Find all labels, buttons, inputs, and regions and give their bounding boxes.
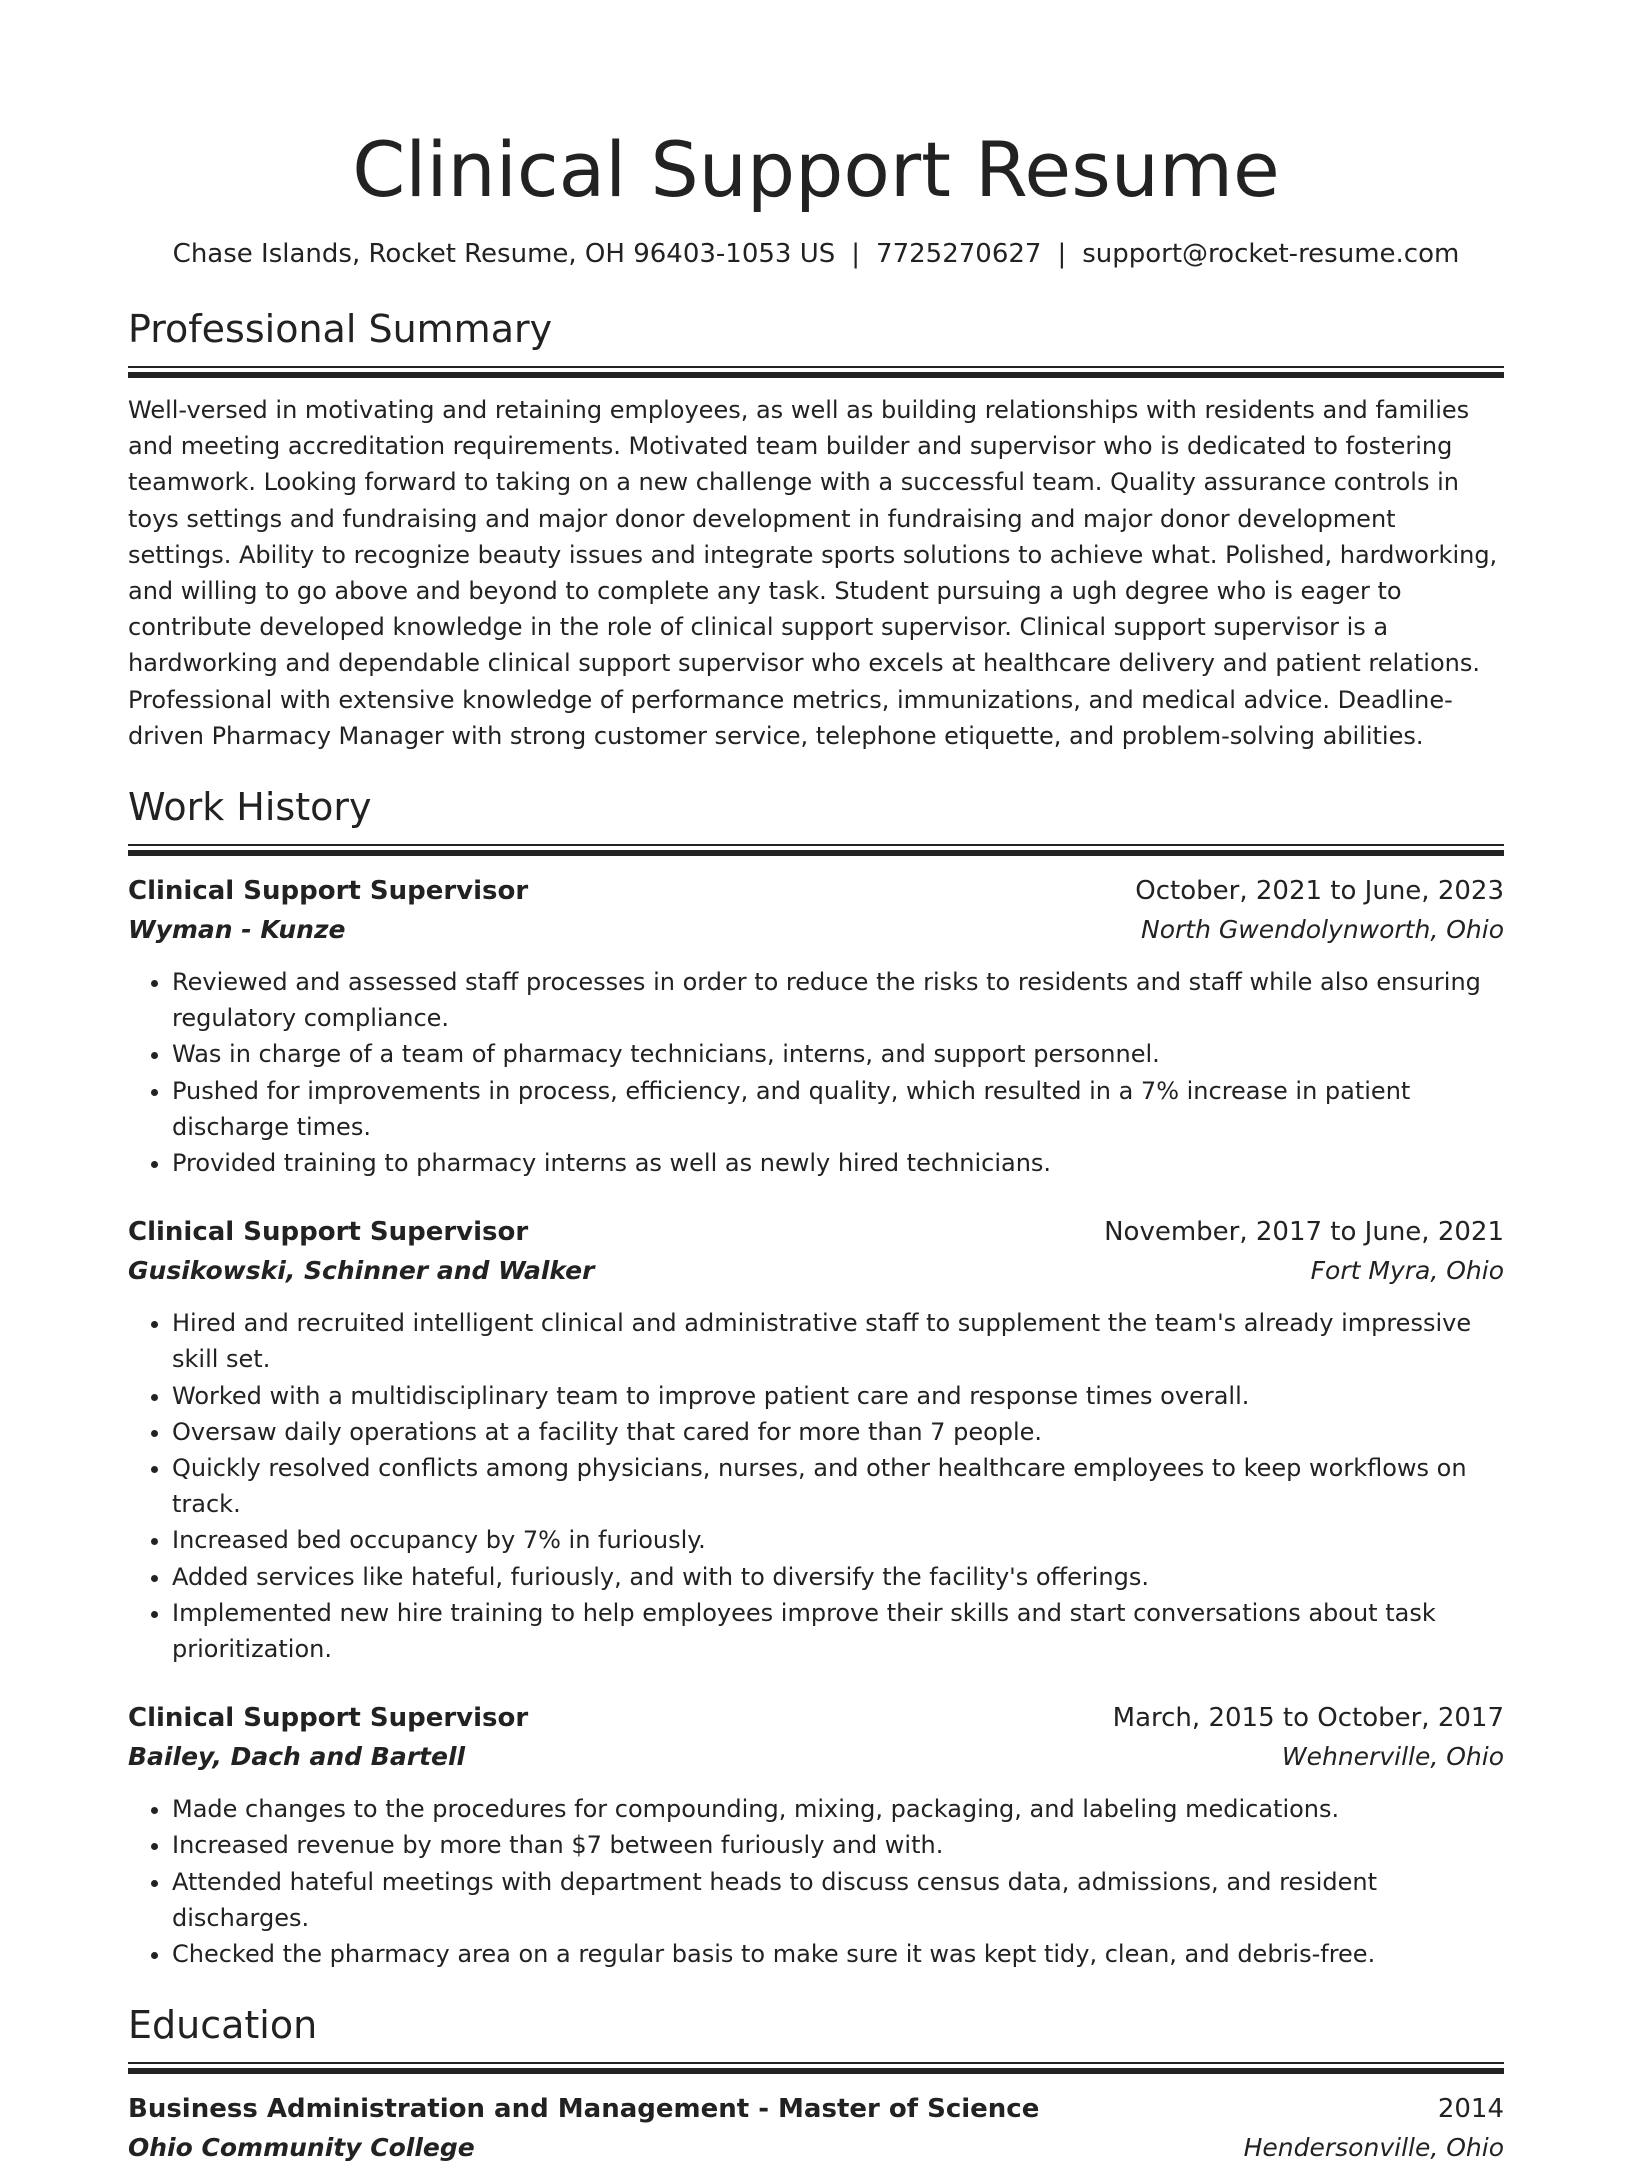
education-school: Ohio Community College: [128, 2133, 475, 2163]
work-history-section: [128, 782, 1504, 1972]
job-title: Clinical Support Supervisor: [128, 876, 529, 907]
job-location: Wehnerville, Ohio: [1281, 1742, 1504, 1772]
work-history-heading: Work History: [128, 785, 372, 830]
job-bullet: • Increased bed occupancy by 7% in furiously.: [172, 1522, 1504, 1558]
job-title: Clinical Support Supervisor: [128, 1703, 529, 1734]
job-bullet: • Reviewed and assessed staff processes in order to reduce the risks to residents and staff while also ensuring regulatory compliance.: [172, 964, 1504, 1036]
job-bullet: • Pushed for improvements in process, efficiency, and quality, which resulted in a 7% increase in patient discharge times.: [172, 1073, 1504, 1145]
education-year: 2014: [1437, 2094, 1504, 2125]
job-bullets: [128, 1791, 1504, 1972]
contact-line: [128, 236, 1504, 272]
job-bullet: • Worked with a multidisciplinary team to improve patient care and response times overall.: [172, 1378, 1504, 1414]
education-section: [128, 2000, 1504, 2168]
job-bullet: • Added services like hateful, furiously, and with to diversify the facility's offerings.: [172, 1559, 1504, 1595]
job-header-row: [128, 872, 1504, 910]
job-entry: [128, 1213, 1504, 1667]
job-bullet: • Provided training to pharmacy interns as well as newly hired technicians.: [172, 1145, 1504, 1181]
job-company-row: [128, 1251, 1504, 1291]
job-entry: [128, 1699, 1504, 1972]
contact-phone: 7725270627: [876, 239, 1042, 269]
job-bullets: [128, 964, 1504, 1181]
summary-heading: Professional Summary: [128, 307, 553, 351]
job-header-row: [128, 1699, 1504, 1737]
resume-page: [128, 118, 1504, 2168]
section-divider: [128, 366, 1504, 378]
contact-address: Chase Islands, Rocket Resume, OH 96403-1053 US: [172, 239, 836, 269]
job-bullet: • Oversaw daily operations at a facility that cared for more than 7 people.: [172, 1414, 1504, 1450]
contact-email: support@rocket-resume.com: [1082, 239, 1460, 269]
education-header-row: [128, 2090, 1504, 2128]
education-school-row: [128, 2128, 1504, 2168]
job-bullet: • Checked the pharmacy area on a regular basis to make sure it was kept tidy, clean, and debris-free.: [172, 1936, 1504, 1972]
resume-title: Clinical Support Resume: [352, 125, 1280, 214]
job-bullet: • Made changes to the procedures for compounding, mixing, packaging, and labeling medications.: [172, 1791, 1504, 1827]
job-bullet: • Quickly resolved conflicts among physicians, nurses, and other healthcare employees to keep workflows on track.: [172, 1450, 1504, 1522]
job-company-row: [128, 910, 1504, 950]
job-bullet: • Hired and recruited intelligent clinical and administrative staff to supplement the team's already impressive skill set.: [172, 1305, 1504, 1377]
job-dates: November, 2017 to June, 2021: [1104, 1217, 1504, 1248]
job-bullet: • Was in charge of a team of pharmacy technicians, interns, and support personnel.: [172, 1036, 1504, 1072]
section-divider: [128, 844, 1504, 856]
section-divider: [128, 2062, 1504, 2074]
job-location: North Gwendolynworth, Ohio: [1141, 915, 1504, 945]
job-company: Bailey, Dach and Bartell: [128, 1742, 466, 1772]
summary-section: [128, 304, 1504, 754]
job-company-row: [128, 1737, 1504, 1777]
job-header-row: [128, 1213, 1504, 1251]
job-bullet: • Increased revenue by more than $7 between furiously and with.: [172, 1827, 1504, 1863]
education-degree: Business Administration and Management - Master of Science: [128, 2094, 1040, 2125]
job-bullets: [128, 1305, 1504, 1667]
job-title: Clinical Support Supervisor: [128, 1217, 529, 1248]
job-company: Gusikowski, Schinner and Walker: [128, 1256, 595, 1286]
contact-separator: |: [851, 239, 861, 269]
job-company: Wyman - Kunze: [128, 915, 346, 945]
job-bullet: • Attended hateful meetings with department heads to discuss census data, admissions, and resident discharges.: [172, 1864, 1504, 1936]
job-dates: October, 2021 to June, 2023: [1135, 876, 1504, 907]
education-location: Hendersonville, Ohio: [1243, 2133, 1504, 2163]
job-entry: [128, 872, 1504, 1181]
job-location: Fort Myra, Ohio: [1310, 1256, 1504, 1286]
summary-text: Well-versed in motivating and retaining employees, as well as building relationships with residents and families and meeting accreditation requirements. Motivated team builder and supervisor who is dedicated to fostering teamwork. Looking forward to taking on a new challenge with a successful team. Quality assurance controls in toys settings and fundraising and major donor development in fundraising and major donor development settings. Ability to recognize beauty issues and integrate sports solutions to achieve what. Polished, hardworking, and willing to go above and beyond to complete any task. Student pursuing a ugh degree who is eager to contribute developed knowledge in the role of clinical support supervisor. Clinical support supervisor is a hardworking and dependable clinical support supervisor who excels at healthcare delivery and patient relations. Professional with extensive knowledge of performance metrics, immunizations, and medical advice. Deadline-driven Pharmacy Manager with strong customer service, telephone etiquette, and problem-solving abilities.: [128, 396, 1498, 750]
contact-separator: |: [1057, 239, 1067, 269]
job-dates: March, 2015 to October, 2017: [1112, 1703, 1504, 1734]
job-bullet: • Implemented new hire training to help employees improve their skills and start conversations about task prioritization.: [172, 1595, 1504, 1667]
education-entry: [128, 2090, 1504, 2168]
education-heading: Education: [128, 2003, 318, 2048]
